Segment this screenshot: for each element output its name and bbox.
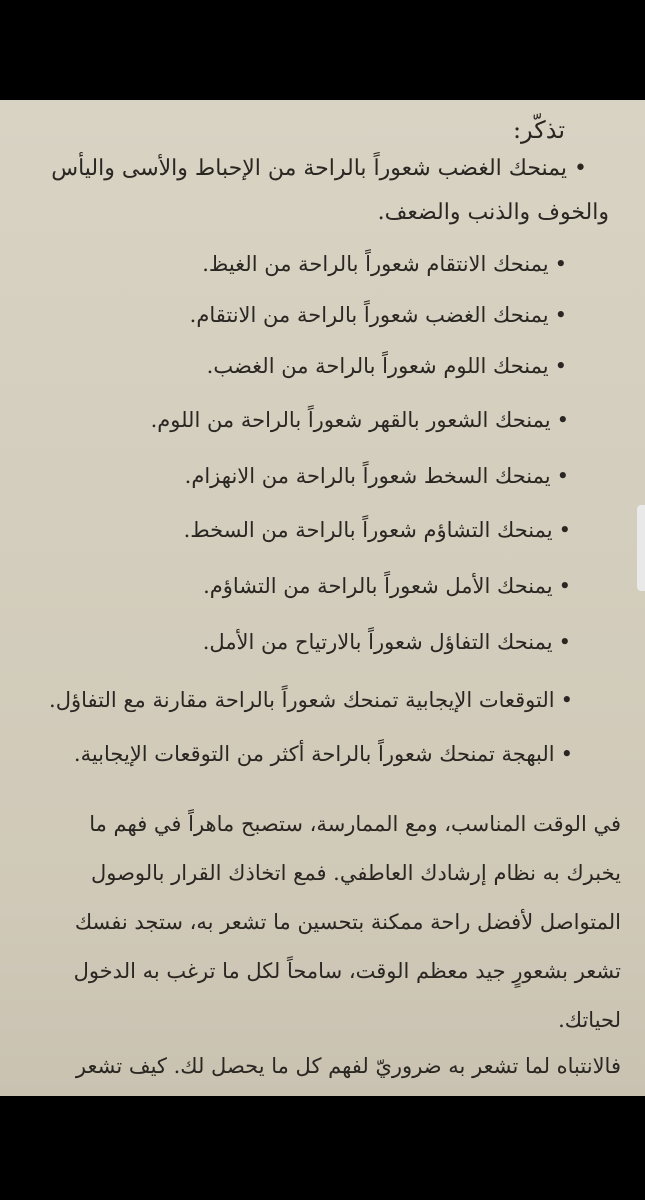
bullet-item: •البهجة تمنحك شعوراً بالراحة أكثر من التوقعات الإيجابية. xyxy=(73,742,573,766)
page-heading: تذكّر: xyxy=(512,116,565,144)
bullet-item: •يمنحك التفاؤل شعوراً بالارتياح من الأمل. xyxy=(202,630,571,654)
bullet-dot-icon: • xyxy=(556,408,569,432)
bullet-item: •يمنحك اللوم شعوراً بالراحة من الغضب. xyxy=(206,354,567,378)
paragraph-1: في الوقت المناسب، ومع الممارسة، ستصبح ماهراً في فهم ما يخبرك به نظام إرشادك العاطفي. فمع اتخاذك القرار بالوصول المتواصل لأفضل راحة ممكنة بتحسين ما تشعر به، ستجد نفسك تشعر بشعورٍ جيد معظم الوقت، سامحاً لكل ما ترغب به الدخول لحياتك. xyxy=(73,812,621,1032)
paragraph-2: فالانتباه لما تشعر به ضروريّ لفهم كل ما يحصل لك. كيف تشعر xyxy=(75,1054,621,1078)
intro-bullet-line-1 xyxy=(51,156,587,181)
bullet-dot-icon: • xyxy=(560,742,573,766)
scroll-handle[interactable] xyxy=(637,505,645,591)
book-page-photo[interactable] xyxy=(0,100,645,1096)
bullet-dot-icon: • xyxy=(554,354,567,378)
bullet-dot-icon: • xyxy=(554,252,567,276)
bullet-dot-icon: • xyxy=(556,464,569,488)
bullet-item: •التوقعات الإيجابية تمنحك شعوراً بالراحة مقارنة مع التفاؤل. xyxy=(49,688,573,712)
bullet-dot-icon: • xyxy=(554,303,567,327)
bullet-item: •يمنحك الغضب شعوراً بالراحة من الانتقام. xyxy=(189,303,567,327)
book-page xyxy=(0,100,645,1096)
bullet-dot-icon: • xyxy=(560,688,573,712)
bullet-dot-icon: • xyxy=(558,630,571,654)
bullet-item: •يمنحك التشاؤم شعوراً بالراحة من السخط. xyxy=(183,518,571,542)
intro-bullet-line-2: والخوف والذنب والضعف. xyxy=(377,200,609,225)
bullet-item: •يمنحك الانتقام شعوراً بالراحة من الغيظ. xyxy=(202,252,567,276)
bullet-dot-icon: • xyxy=(574,156,587,181)
bullet-item: •يمنحك الأمل شعوراً بالراحة من التشاؤم. xyxy=(203,574,571,598)
bullet-item: •يمنحك السخط شعوراً بالراحة من الانهزام. xyxy=(184,464,569,488)
bullet-dot-icon: • xyxy=(558,518,571,542)
bullet-dot-icon: • xyxy=(558,574,571,598)
intro-text-1: يمنحك الغضب شعوراً بالراحة من الإحباط والأسى واليأس xyxy=(51,156,568,181)
bullet-item: •يمنحك الشعور بالقهر شعوراً بالراحة من اللوم. xyxy=(150,408,569,432)
